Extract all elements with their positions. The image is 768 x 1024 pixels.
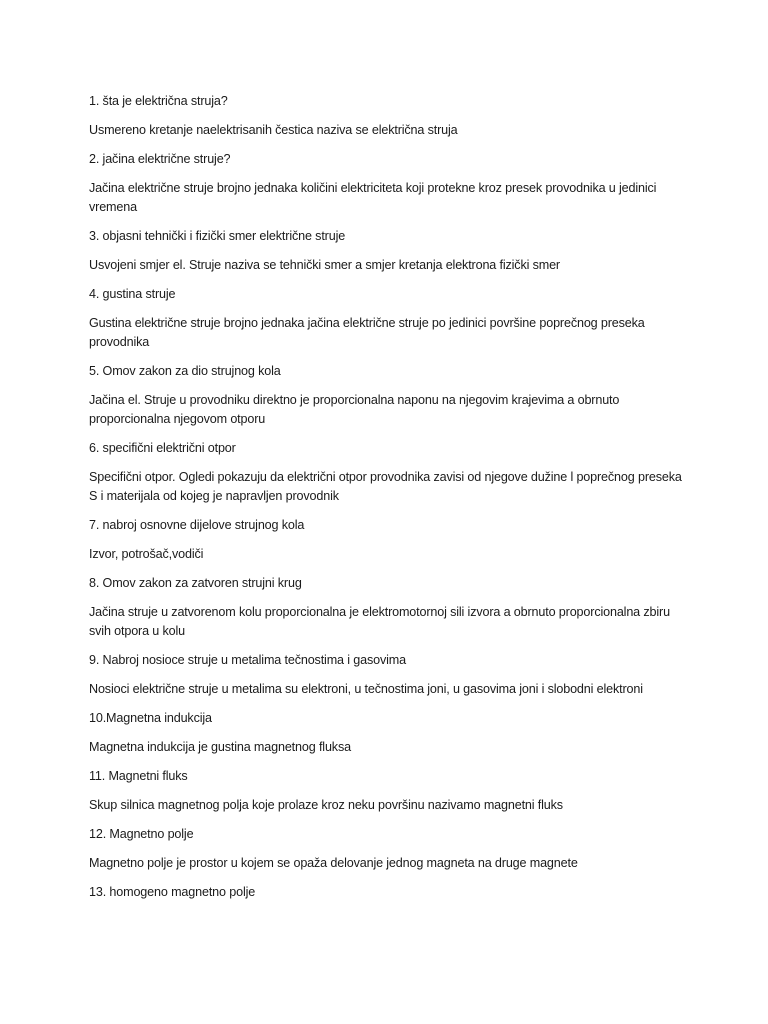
question-8: 8. Omov zakon za zatvoren strujni krug: [89, 576, 302, 590]
answer-6: Specifični otpor. Ogledi pokazuju da električni otpor provodnika zavisi od njegove dužine l poprečnog preseka S i materijala od kojeg je napravljen provodnik: [89, 470, 682, 503]
qa-item-6: [89, 439, 688, 506]
answer-10: Magnetna indukcija je gustina magnetnog fluksa: [89, 740, 351, 754]
answer-1: Usmereno kretanje naelektrisanih čestica naziva se električna struja: [89, 123, 458, 137]
qa-item-7: [89, 516, 688, 564]
question-12: 12. Magnetno polje: [89, 827, 194, 841]
qa-item-9: [89, 651, 688, 699]
answer-9: Nosioci električne struje u metalima su elektroni, u tečnostima joni, u gasovima joni i slobodni elektroni: [89, 682, 643, 696]
answer-5: Jačina el. Struje u provodniku direktno je proporcionalna naponu na njegovim krajevima a obrnuto proporcionalna njegovom otporu: [89, 393, 620, 426]
qa-item-11: [89, 767, 688, 815]
answer-7: Izvor, potrošač,vodiči: [89, 547, 204, 561]
qa-item-5: [89, 362, 688, 429]
question-9: 9. Nabroj nosioce struje u metalima tečnostima i gasovima: [89, 653, 406, 667]
qa-item-12: [89, 825, 688, 873]
question-3: 3. objasni tehnički i fizički smer električne struje: [89, 229, 346, 243]
answer-2: Jačina električne struje brojno jednaka količini elektriciteta koji protekne kroz presek provodnika u jedinici vremena: [89, 181, 657, 214]
qa-item-3: [89, 227, 688, 275]
qa-item-1: [89, 92, 688, 140]
question-2: 2. jačina električne struje?: [89, 152, 231, 166]
qa-item-2: [89, 150, 688, 217]
qa-item-4: [89, 285, 688, 352]
answer-8: Jačina struje u zatvorenom kolu proporcionalna je elektromotornoj sili izvora a obrnuto proporcionalna zbiru svih otpora u kolu: [89, 605, 670, 638]
qa-item-10: [89, 709, 688, 757]
question-7: 7. nabroj osnovne dijelove strujnog kola: [89, 518, 305, 532]
question-4: 4. gustina struje: [89, 287, 176, 301]
question-13: 13. homogeno magnetno polje: [89, 885, 256, 899]
qa-item-8: [89, 574, 688, 641]
qa-item-13: [89, 883, 688, 902]
question-10: 10.Magnetna indukcija: [89, 711, 212, 725]
answer-12: Magnetno polje je prostor u kojem se opaža delovanje jednog magneta na druge magnete: [89, 856, 578, 870]
question-6: 6. specifični električni otpor: [89, 441, 236, 455]
question-5: 5. Omov zakon za dio strujnog kola: [89, 364, 281, 378]
question-11: 11. Magnetni fluks: [89, 769, 188, 783]
answer-4: Gustina električne struje brojno jednaka jačina električne struje po jedinici površine poprečnog preseka provodnika: [89, 316, 645, 349]
question-1: 1. šta je električna struja?: [89, 94, 228, 108]
answer-11: Skup silnica magnetnog polja koje prolaze kroz neku površinu nazivamo magnetni fluks: [89, 798, 563, 812]
answer-3: Usvojeni smjer el. Struje naziva se tehnički smer a smjer kretanja elektrona fizički smer: [89, 258, 560, 272]
